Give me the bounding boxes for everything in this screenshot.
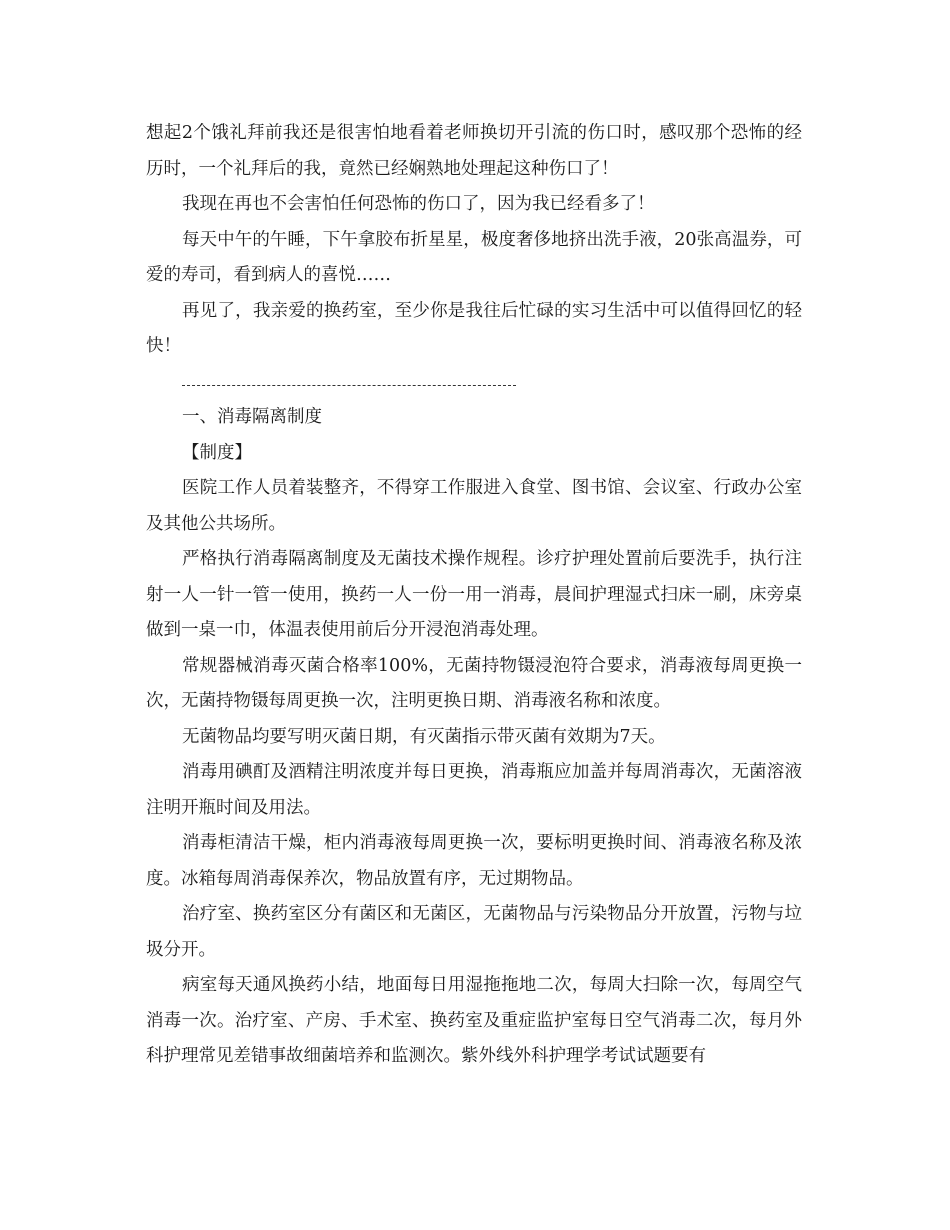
paragraph-instrument-sterilization: 常规器械消毒灭菌合格率100%，无菌持物镊浸泡符合要求，消毒液每周更换一次，无菌持物镊每周更换一次，注明更换日期、消毒液名称和浓度。 — [146, 655, 802, 711]
paragraph-ventilation: 病室每天通风换药小结，地面每日用湿拖拖地二次，每周大扫除一次，每周空气消毒一次。治疗室、产房、手术室、换药室及重症监护室每日空气消毒二次，每月外科护理常见差错事故细菌培养和监测次。紫外线外科护理学考试试题要有 — [146, 975, 802, 1066]
document-page — [146, 116, 802, 1075]
divider-text — [182, 365, 516, 401]
paragraph-sterile-items: 无菌物品均要写明灭菌日期，有灭菌指示带灭菌有效期为7天。 — [182, 726, 666, 747]
paragraph-iodine-alcohol: 消毒用碘酊及酒精注明浓度并每日更换，消毒瓶应加盖并每周消毒次，无菌溶液注明开瓶时间及用法。 — [146, 762, 802, 818]
paragraph-zones: 治疗室、换药室区分有菌区和无菌区，无菌物品与污染物品分开放置，污物与垃圾分开。 — [146, 904, 802, 960]
sub-heading: 【制度】 — [182, 442, 252, 463]
paragraph-no-fear: 我现在再也不会害怕任何恐怖的伤口了，因为我已经看多了！ — [182, 194, 655, 214]
paragraph-dress-code: 医院工作人员着装整齐，不得穿工作服进入食堂、图书馆、会议室、行政办公室及其他公共场所。 — [146, 478, 802, 534]
paragraph-recall: 想起2个饿礼拜前我还是很害怕地看着老师换切开引流的伤口时，感叹那个恐怖的经历时，一个礼拜后的我，竟然已经娴熟地处理起这种伤口了！ — [146, 123, 802, 179]
paragraph-daily-life: 每天中午的午睡，下午拿胶布折星星，极度奢侈地挤出洗手液，20张高温券，可爱的寿司，看到病人的喜悦…… — [146, 229, 802, 285]
paragraph-farewell: 再见了，我亲爱的换药室，至少你是我往后忙碌的实习生活中可以值得回忆的轻快！ — [146, 300, 802, 356]
section-heading: 一、消毒隔离制度 — [182, 407, 322, 427]
section-divider — [146, 365, 802, 401]
paragraph-cabinet: 消毒柜清洁干燥，柜内消毒液每周更换一次，要标明更换时间、消毒液名称及浓度。冰箱每周消毒保养次，物品放置有序，无过期物品。 — [146, 833, 802, 889]
paragraph-aseptic-rules: 严格执行消毒隔离制度及无菌技术操作规程。诊疗护理处置前后要洗手，执行注射一人一针一管一使用，换药一人一份一用一消毒，晨间护理湿式扫床一刷，床旁桌做到一桌一巾，体温表使用前后分开浸泡消毒处理。 — [146, 549, 802, 640]
